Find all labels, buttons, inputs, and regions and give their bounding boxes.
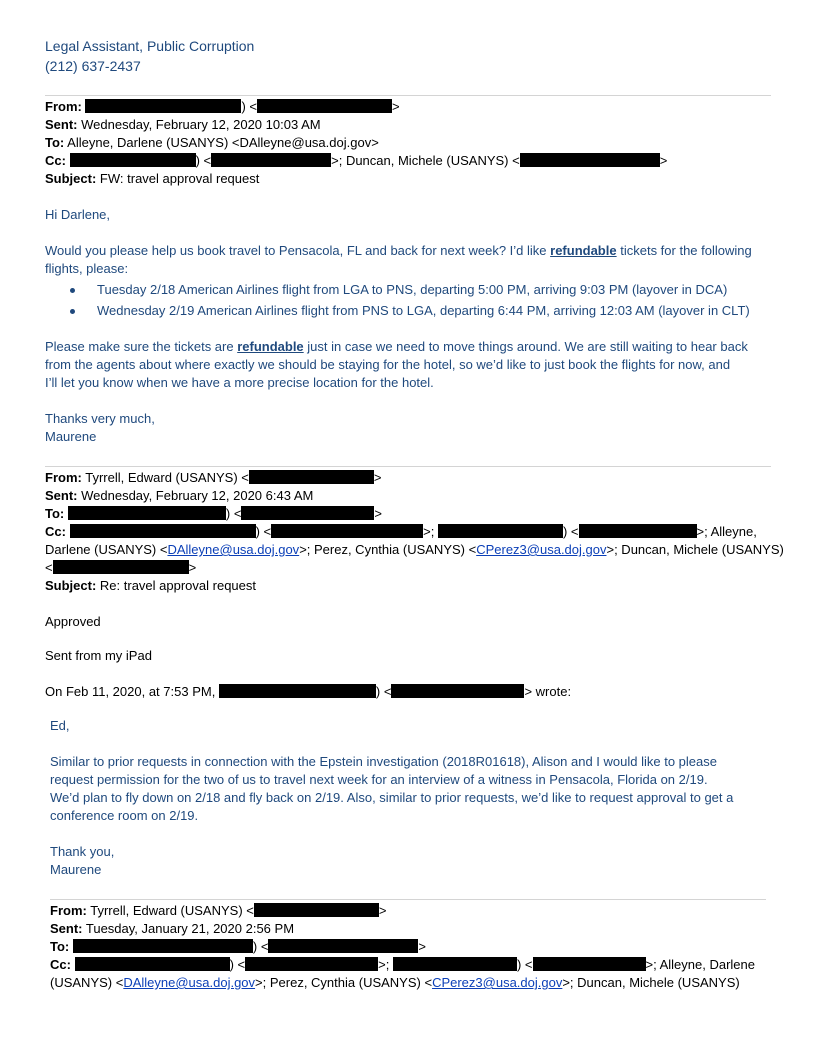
email2-to: To: ) < > (45, 506, 383, 521)
email2-sent: Sent: Wednesday, February 12, 2020 6:43 AM (45, 488, 314, 503)
redaction (70, 524, 256, 538)
email-link[interactable]: DAlleyne@usa.doj.gov (123, 975, 256, 990)
email1-para2-cont: from the agents about where exactly we should be staying for the hotel, so we’d like to just book the flights for now, and (45, 357, 731, 372)
email1-closing: Thanks very much, (45, 411, 155, 426)
email-link[interactable]: DAlleyne@usa.doj.gov (167, 542, 300, 557)
email2-body: Sent from my iPad (45, 648, 152, 663)
email1-para2: Please make sure the tickets are refundable just in case we need to move things around. We are still waiting to hear back (45, 339, 748, 354)
redaction (241, 506, 374, 520)
email1-to: To: Alleyne, Darlene (USANYS) <DAlleyne@usa.doj.gov> (45, 135, 379, 150)
redaction (211, 153, 331, 167)
email1-subject: Subject: FW: travel approval request (45, 171, 260, 186)
redaction (257, 99, 392, 113)
divider (45, 466, 771, 467)
email3-sent: Sent: Tuesday, January 21, 2020 2:56 PM (50, 921, 295, 936)
email1-sent: Sent: Wednesday, February 12, 2020 10:03 AM (45, 117, 321, 132)
email1-cc: Cc: ) < >; Duncan, Michele (USANYS) < > (45, 153, 668, 168)
email2-subject: Subject: Re: travel approval request (45, 578, 257, 593)
redaction (245, 957, 378, 971)
email1-para1-cont: flights, please: (45, 261, 129, 276)
email1-from: From: ) < > (45, 99, 400, 114)
redaction (85, 99, 241, 113)
redaction (579, 524, 697, 538)
redaction (271, 524, 423, 538)
email2-cc: Cc: ) < >; ) < >; Alleyne, (45, 524, 757, 539)
quote-signoff: Maurene (50, 862, 102, 877)
redaction (520, 153, 660, 167)
email3-cc: Cc: ) < >; ) < >; Alleyne, Darlene (50, 957, 755, 972)
redaction (393, 957, 517, 971)
signature-title: Legal Assistant, Public Corruption (45, 38, 255, 54)
redaction (219, 684, 376, 698)
quote-line: request permission for the two of us to travel next week for an interview of a witness in Pensacola, Florida on 2/19. (50, 772, 708, 787)
divider (45, 95, 771, 96)
redaction (268, 939, 418, 953)
email1-greeting: Hi Darlene, (45, 207, 111, 222)
redaction (533, 957, 646, 971)
redaction (438, 524, 563, 538)
bullet-item: Tuesday 2/18 American Airlines flight from LGA to PNS, departing 5:00 PM, arriving 9:03 PM (layover in DCA) (97, 282, 728, 297)
email1-para1: Would you please help us book travel to Pensacola, FL and back for next week? I’d like refundable tickets for the following (45, 243, 752, 258)
bullet-icon (70, 288, 75, 293)
redaction (391, 684, 524, 698)
signature-phone: (212) 637-2437 (45, 58, 141, 74)
quote-line: We’d plan to fly down on 2/18 and fly back on 2/19. Also, similar to prior requests, we’d like to request approval to get a (50, 790, 734, 805)
email2-body: Approved (45, 614, 101, 629)
quote-closing: Thank you, (50, 844, 115, 859)
redaction (70, 153, 196, 167)
email2-from: From: Tyrrell, Edward (USANYS) < > (45, 470, 382, 485)
redaction (73, 939, 253, 953)
redaction (68, 506, 226, 520)
quote-greeting: Ed, (50, 718, 70, 733)
bullet-icon (70, 309, 75, 314)
redaction (254, 903, 379, 917)
quote-line: conference room on 2/19. (50, 808, 199, 823)
email3-to: To: ) < > (50, 939, 427, 954)
email2-cc-cont: < > (45, 560, 197, 575)
redaction (75, 957, 230, 971)
quote-line: Similar to prior requests in connection with the Epstein investigation (2018R01618), Alison and I would like to please (50, 754, 717, 769)
email-link[interactable]: CPerez3@usa.doj.gov (476, 542, 607, 557)
bullet-item: Wednesday 2/19 American Airlines flight from PNS to LGA, departing 6:44 PM, arriving 12:03 AM (layover in CLT) (97, 303, 750, 318)
email1-para2-cont: I’ll let you know when we have a more precise location for the hotel. (45, 375, 434, 390)
email2-cc-cont: Darlene (USANYS) <DAlleyne@usa.doj.gov>; Perez, Cynthia (USANYS) <CPerez3@usa.doj.gov>; Duncan, Michele (USANYS) (45, 542, 784, 557)
redaction (249, 470, 374, 484)
divider (50, 899, 766, 900)
email1-signoff: Maurene (45, 429, 97, 444)
email-link[interactable]: CPerez3@usa.doj.gov (432, 975, 563, 990)
redaction (53, 560, 189, 574)
email3-from: From: Tyrrell, Edward (USANYS) < > (50, 903, 387, 918)
email2-quote-header: On Feb 11, 2020, at 7:53 PM, ) < > wrote: (45, 684, 572, 699)
email3-cc-cont: (USANYS) <DAlleyne@usa.doj.gov>; Perez, Cynthia (USANYS) <CPerez3@usa.doj.gov>; Duncan, Michele (USANYS) (50, 975, 740, 990)
